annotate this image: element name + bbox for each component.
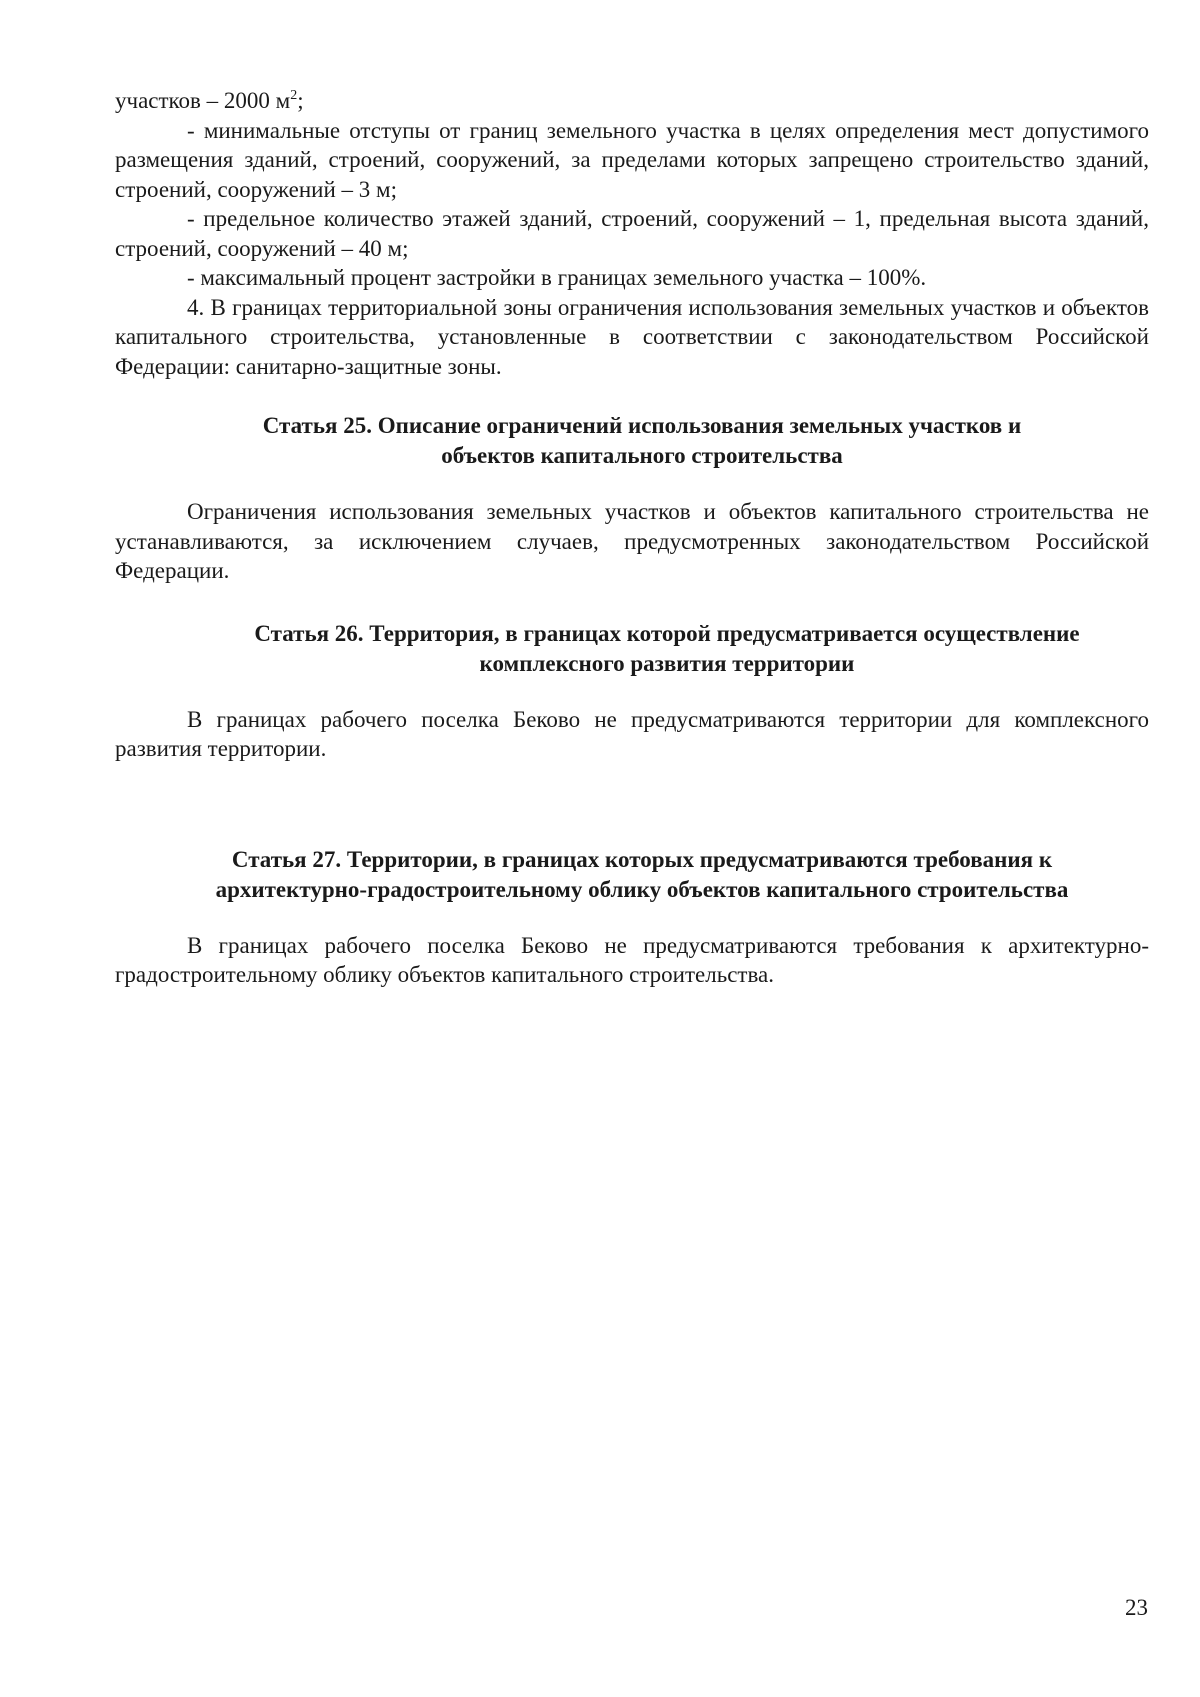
article-26-title-line2: комплексного развития территории bbox=[479, 650, 855, 676]
area-superscript: 2 bbox=[290, 88, 298, 103]
item-4-restrictions: 4. В границах территориальной зоны ограничения использования земельных участков и объектов капитального строительства, установленные в соответствии с законодательством Российской Федерации: санитарно-защитные зоны. bbox=[115, 294, 1149, 379]
article-25-title bbox=[115, 411, 1149, 471]
article-27-title bbox=[115, 845, 1149, 905]
article-27-title-line2: архитектурно-градостроительному облику объектов капитального строительства bbox=[215, 876, 1069, 902]
continuation-text: участков – 2000 м bbox=[115, 88, 291, 113]
document-page bbox=[115, 86, 1149, 990]
article-25-body: Ограничения использования земельных участков и объектов капитального строительства не устанавливаются, за исключением случаев, предусмотренных законодательством Российской Федерации. bbox=[115, 499, 1149, 583]
list-item-floors: - предельное количество этажей зданий, строений, сооружений – 1, предельная высота зданий, строений, сооружений – 40 м; bbox=[115, 206, 1149, 261]
article-26-body: В границах рабочего поселка Беково не предусматриваются территории для комплексного развития территории. bbox=[115, 706, 1149, 761]
article-25-title-line1: Статья 25. Описание ограничений использования земельных участков и bbox=[262, 413, 1022, 438]
article-26-title bbox=[115, 619, 1149, 679]
list-item-setbacks: - минимальные отступы от границ земельного участка в целях определения мест допустимого размещения зданий, строений, сооружений, за пределами которых запрещено строительство зданий, строений, сооружений – 3 м; bbox=[115, 117, 1149, 202]
article-27-body: В границах рабочего поселка Беково не предусматриваются требования к архитектурно-градостроительному облику объектов капитального строительства. bbox=[115, 932, 1149, 987]
article-26-title-line1: Статья 26. Территория, в границах которой предусматривается осуществление bbox=[254, 620, 1080, 646]
list-item-coverage: - максимальный процент застройки в границах земельного участка – 100%. bbox=[187, 265, 927, 290]
article-27-title-line1: Статья 27. Территории, в границах которых предусматриваются требования к bbox=[231, 846, 1053, 872]
article-25-title-line2: объектов капитального строительства bbox=[441, 443, 843, 468]
continuation-suffix: ; bbox=[297, 88, 304, 113]
continuation-line bbox=[115, 86, 1149, 116]
page-number: 23 bbox=[1125, 1595, 1148, 1620]
